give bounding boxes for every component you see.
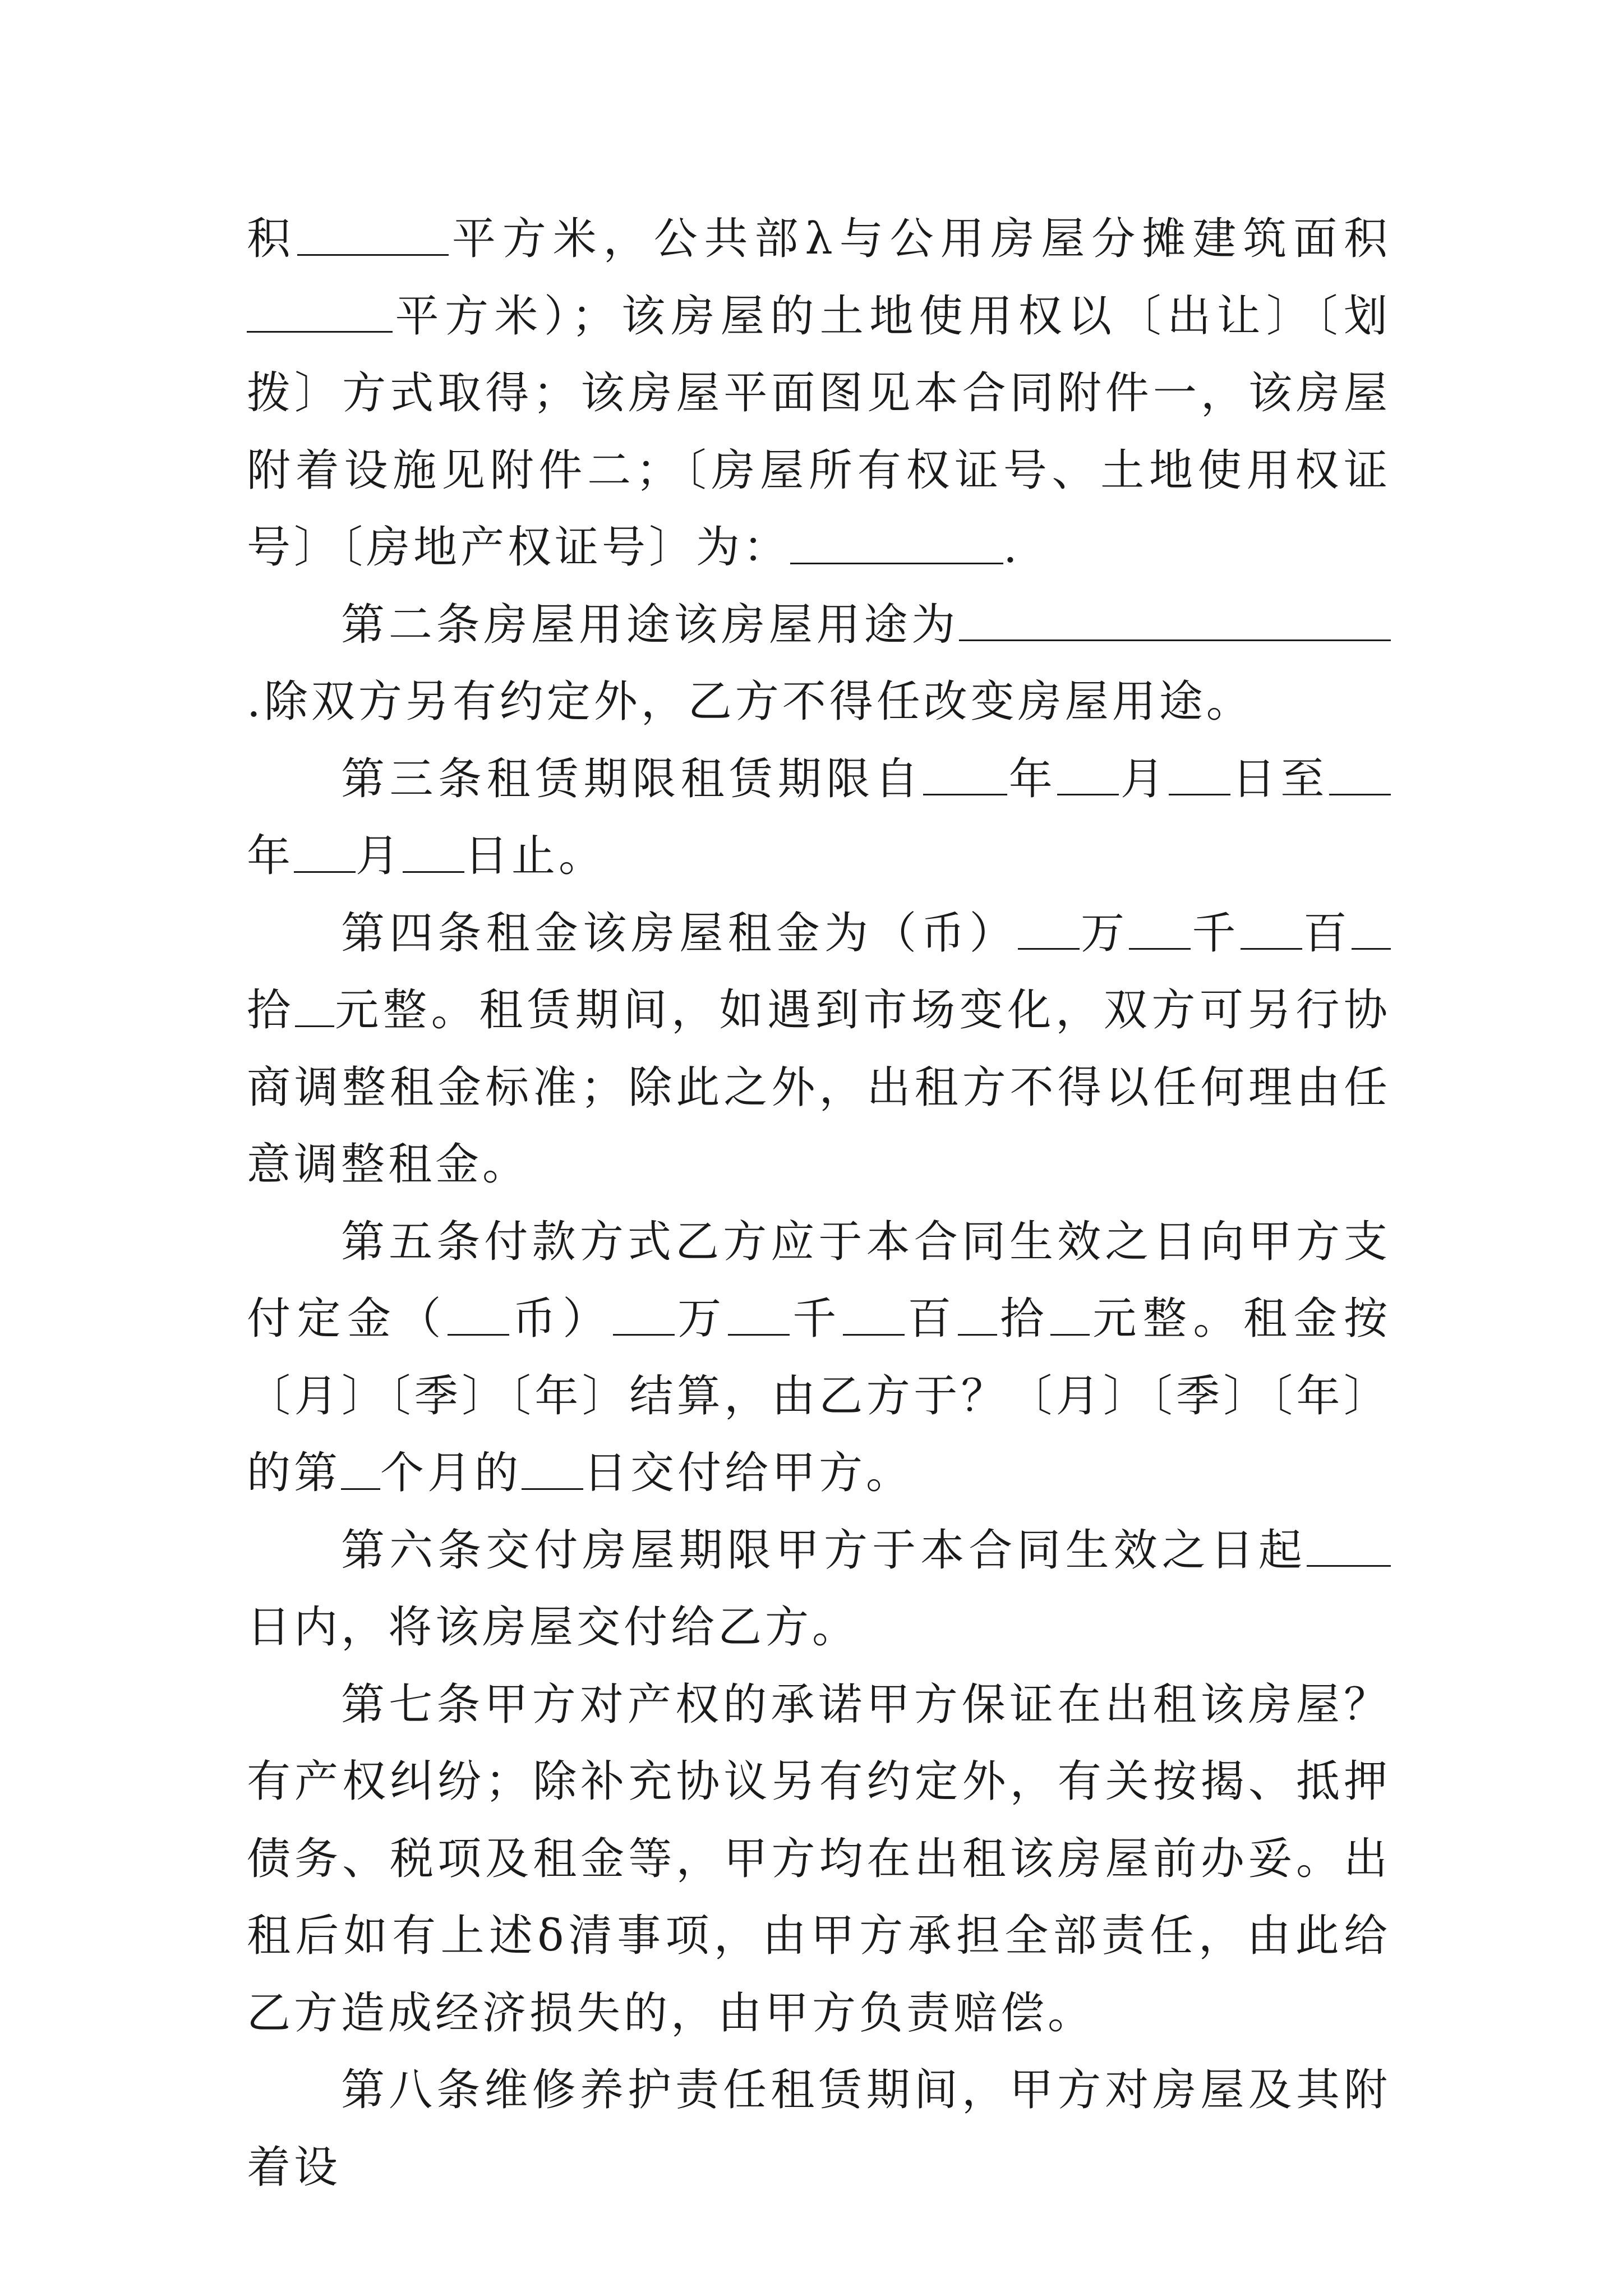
paragraph-text: 第五条付款方式乙方应于本合同生效之日向甲方支付定金（ — [247, 1216, 1391, 1344]
paragraph-text: .除双方另有约定外，乙方不得任改变房屋用途。 — [247, 677, 1253, 727]
fill-in-blank — [1307, 1526, 1391, 1567]
fill-in-blank — [1050, 1295, 1090, 1336]
paragraph-text: 千 — [789, 1294, 843, 1344]
paragraph-text: 元整。租金按〔月〕〔季〕〔年〕结算，由乙方于？〔月〕〔季〕〔年〕的第 — [247, 1294, 1391, 1498]
fill-in-blank — [295, 986, 334, 1027]
paragraph-text: 拾 — [997, 1294, 1050, 1344]
paragraph-text: 年 — [247, 831, 294, 881]
contract-paragraph — [247, 2052, 1391, 2206]
contract-paragraph — [247, 895, 1391, 1204]
paragraph-text: 第二条房屋用途该房屋用途为 — [341, 599, 959, 650]
fill-in-blank — [297, 215, 449, 256]
fill-in-blank — [522, 1449, 583, 1490]
paragraph-text: 百 — [1302, 908, 1352, 959]
fill-in-blank — [958, 1295, 997, 1336]
paragraph-text: 年 — [1007, 753, 1058, 804]
contract-paragraph — [247, 587, 1391, 741]
fill-in-blank — [728, 1295, 790, 1336]
paragraph-text: 平方米，公共部λ与公用房屋分摊建筑面积 — [448, 214, 1391, 264]
paragraph-text: 第八条维修养护责任租赁期间，甲方对房屋及其附着设 — [247, 2065, 1391, 2193]
paragraph-text: 日止。 — [464, 831, 606, 881]
fill-in-blank — [1129, 909, 1191, 950]
contract-paragraph — [247, 741, 1391, 895]
paragraph-text: 月 — [356, 831, 403, 881]
paragraph-text: 日交付给甲方。 — [583, 1448, 914, 1498]
fill-in-blank — [923, 754, 1007, 795]
fill-in-blank — [1352, 909, 1391, 950]
paragraph-text: 拾 — [247, 985, 295, 1036]
fill-in-blank — [448, 1295, 509, 1336]
contract-paragraph — [247, 1667, 1391, 2053]
paragraph-text: 第三条租赁期限租赁期限自 — [341, 753, 924, 804]
fill-in-blank — [959, 600, 1391, 641]
paragraph-text: 万 — [1079, 908, 1129, 959]
fill-in-blank — [1018, 909, 1080, 950]
contract-paragraph — [247, 1512, 1391, 1667]
fill-in-blank — [843, 1295, 905, 1336]
paragraph-text: 百 — [904, 1294, 958, 1344]
contract-paragraph — [247, 1204, 1391, 1512]
fill-in-blank — [1241, 909, 1302, 950]
fill-in-blank — [341, 1449, 380, 1490]
paragraph-text: 第七条甲方对产权的承诺甲方保证在出租该房屋？有产权纠纷；除补充协议另有约定外，有关按揭、抵押债务、税项及租金等，甲方均在出租该房屋前办妥。出租后如有上述δ清事项，由甲方承担全部责任，由此给乙方造成经济损失的，由甲方负责赔偿。 — [247, 1679, 1391, 2039]
fill-in-blank — [247, 292, 393, 333]
contract-paragraph — [247, 201, 1391, 587]
fill-in-blank — [294, 832, 356, 873]
paragraph-text: 日内，将该房屋交付给乙方。 — [247, 1602, 860, 1653]
fill-in-blank — [613, 1295, 675, 1336]
fill-in-blank — [1057, 754, 1119, 795]
paragraph-text: 第六条交付房屋期限甲方于本合同生效之日起 — [341, 1525, 1307, 1576]
fill-in-blank — [403, 832, 464, 873]
fill-in-blank — [790, 523, 1003, 564]
paragraph-text: 千 — [1191, 908, 1241, 959]
fill-in-blank — [1329, 754, 1391, 795]
paragraph-text: 个月的 — [380, 1448, 522, 1498]
paragraph-text: 万 — [674, 1294, 728, 1344]
paragraph-text: 平方米）；该房屋的土地使用权以〔出让〕〔划拨〕方式取得；该房屋平面图见本合同附件一，该房屋附着设施见附件二；〔房屋所有权证号、土地使用权证号〕〔房地产权证号〕为： — [247, 291, 1391, 573]
paragraph-text: 积 — [247, 214, 297, 264]
fill-in-blank — [1169, 754, 1230, 795]
paragraph-text: . — [1003, 522, 1021, 573]
paragraph-text: 日至 — [1230, 753, 1329, 804]
paragraph-text: 月 — [1119, 753, 1169, 804]
paragraph-text: 币） — [509, 1294, 613, 1344]
paragraph-text: 元整。租赁期间，如遇到市场变化，双方可另行协商调整租金标准；除此之外，出租方不得以任何理由任意调整租金。 — [247, 985, 1391, 1190]
paragraph-text: 第四条租金该房屋租金为（币） — [341, 908, 1018, 959]
document-body — [247, 201, 1391, 2206]
